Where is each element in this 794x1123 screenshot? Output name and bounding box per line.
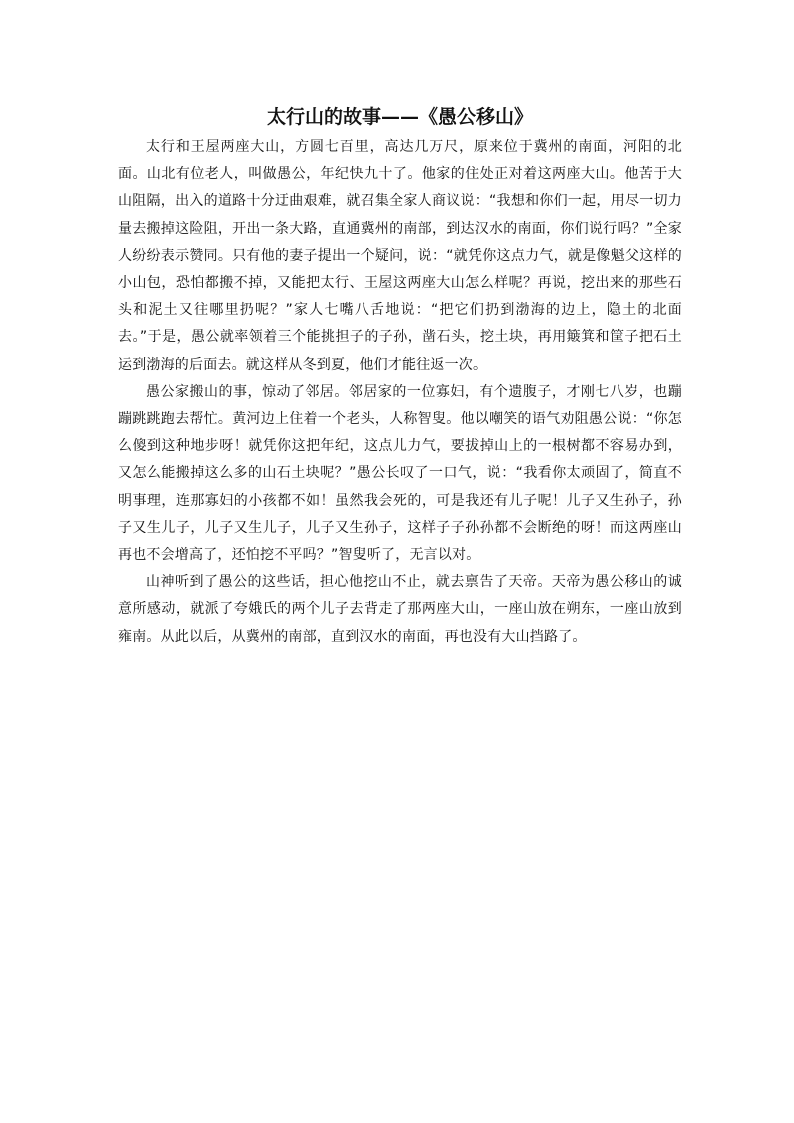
paragraph-2: 愚公家搬山的事，惊动了邻居。邻居家的一位寡妇，有个遗腹子，才刚七八岁，也蹦蹦跳跳跑去帮忙。黄河边上住着一个老头，人称智叟。他以嘲笑的语气劝阻愚公说：“你怎么傻到这种地步呀！就凭你这把年纪，这点儿力气，要拔掉山上的一根树都不容易办到，又怎么能搬掉这么多的山石土块呢？”愚公长叹了一口气，说：“我看你太顽固了，简直不明事理，连那寡妇的小孩都不如！虽然我会死的，可是我还有儿子呢！儿子又生孙子，孙子又生儿子，儿子又生儿子，儿子又生孙子，这样子子孙孙都不会断绝的呀！而这两座山再也不会增高了，还怕挖不平吗？”智叟听了，无言以对。 [118, 383, 682, 564]
paragraph-3: 山神听到了愚公的这些话，担心他挖山不止，就去禀告了天帝。天帝为愚公移山的诚意所感动，就派了夸娥氏的两个儿子去背走了那两座大山，一座山放在朔东，一座山放到雍南。从此以后，从冀州的南部，直到汉水的南面，再也没有大山挡路了。 [118, 574, 682, 645]
document-page [118, 102, 682, 651]
paragraph-1: 太行和王屋两座大山，方圆七百里，高达几万尺，原来位于冀州的南面，河阳的北面。山北有位老人，叫做愚公，年纪快九十了。他家的住处正对着这两座大山。他苦于大山阻隔，出入的道路十分迂曲艰难，就召集全家人商议说：“我想和你们一起，用尽一切力量去搬掉这险阻，开出一条大路，直通冀州的南部，到达汉水的南面，你们说行吗？”全家人纷纷表示赞同。只有他的妻子提出一个疑问，说：“就凭你这点力气，就是像魁父这样的小山包，恐怕都搬不掉，又能把太行、王屋这两座大山怎么样呢？再说，挖出来的那些石头和泥土又往哪里扔呢？”家人七嘴八舌地说：“把它们扔到渤海的边上，隐土的北面去。”于是，愚公就率领着三个能挑担子的子孙，凿石头，挖土块，再用簸箕和筐子把石土运到渤海的后面去。就这样从冬到夏，他们才能往返一次。 [118, 139, 682, 373]
document-title: 太行山的故事——《愚公移山》 [266, 106, 533, 128]
